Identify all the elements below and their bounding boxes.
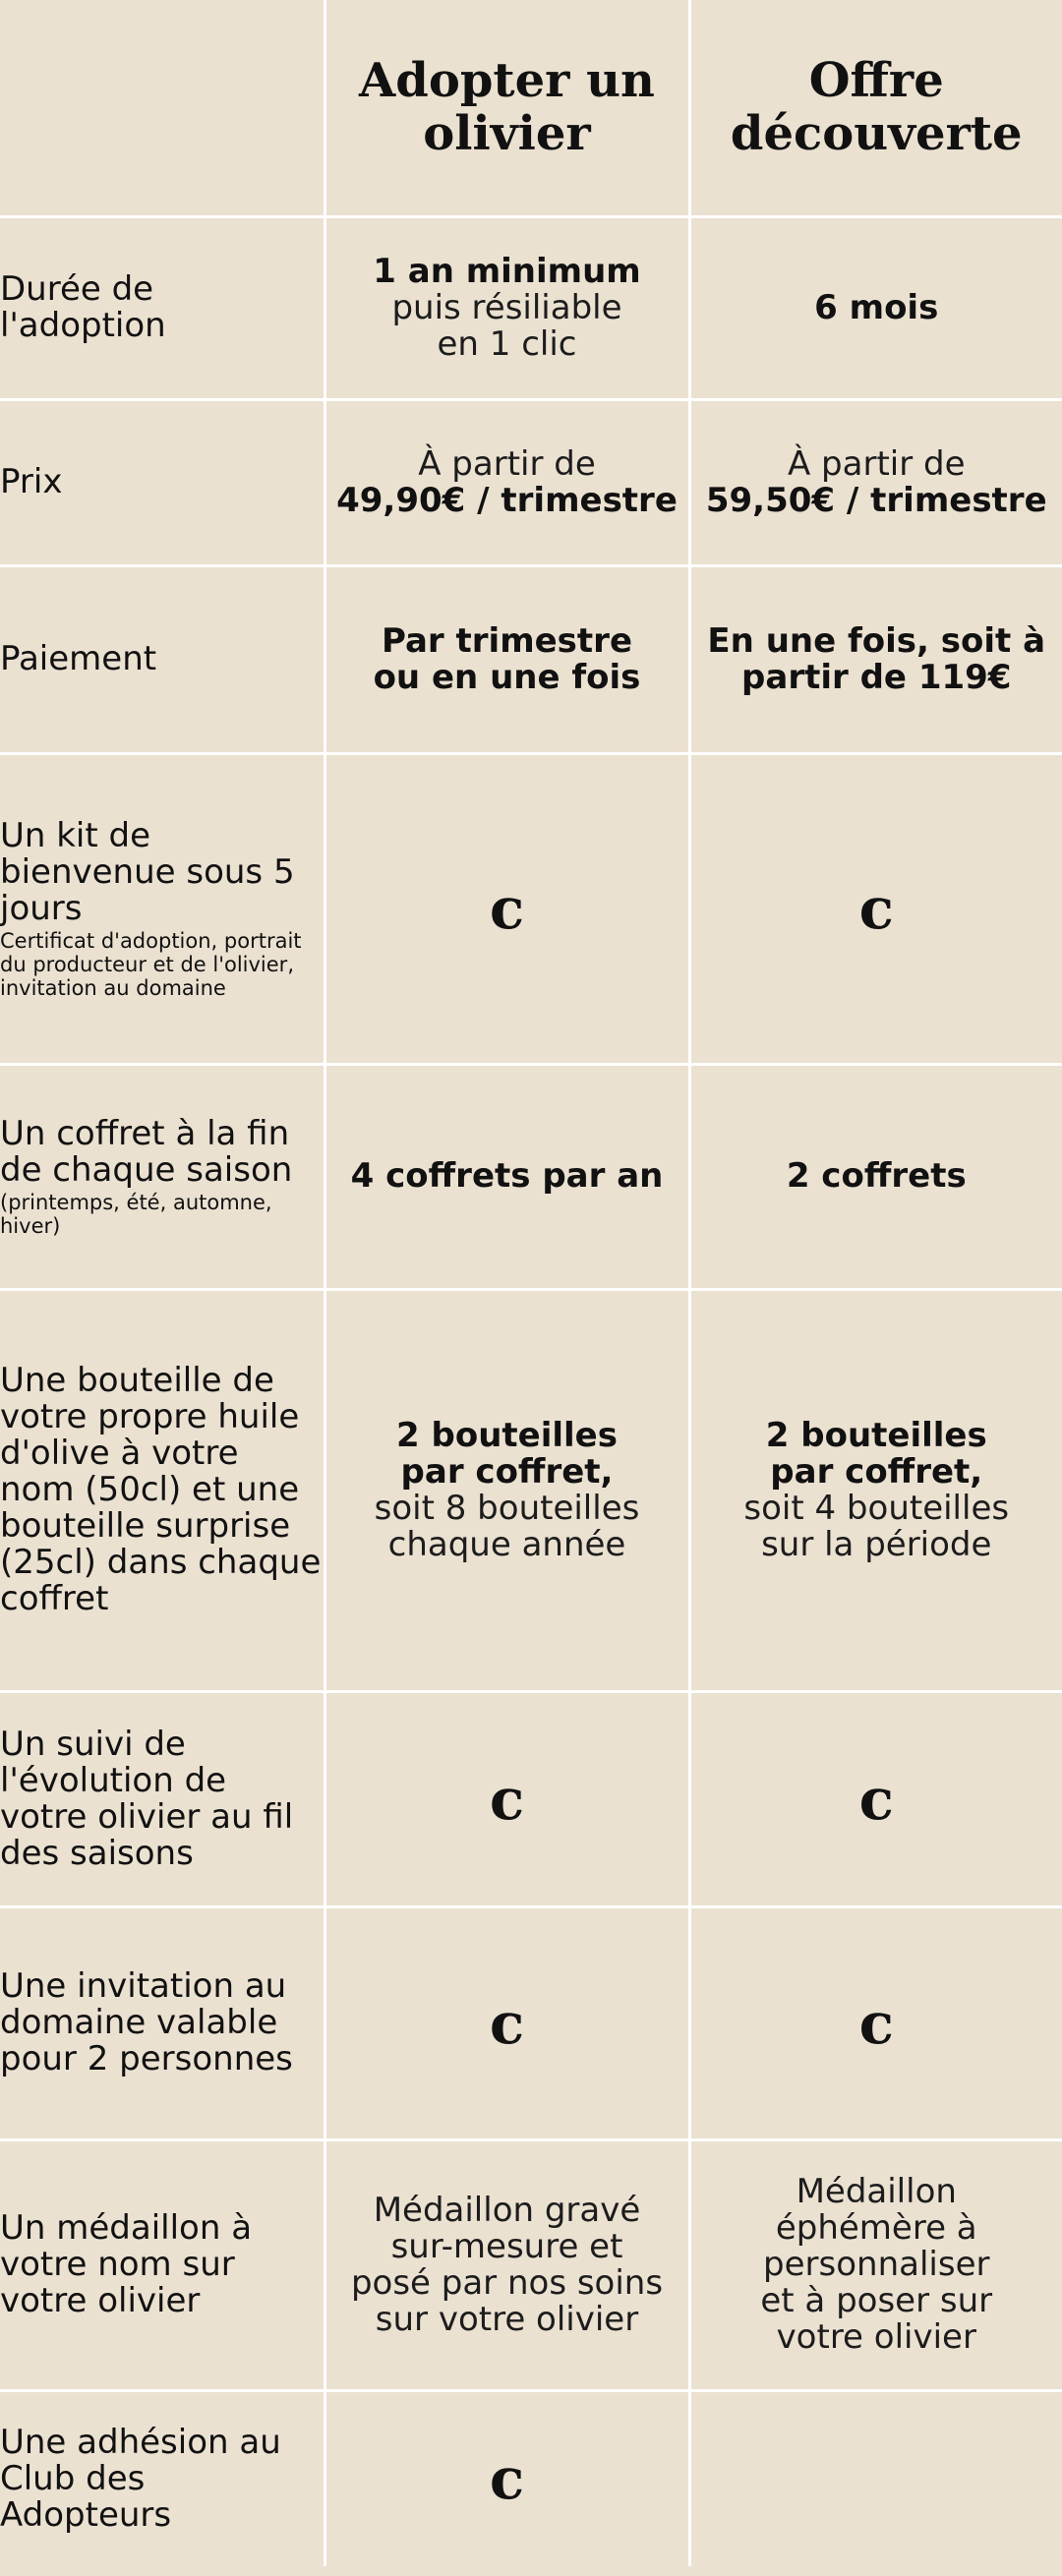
header-adopter-un-olivier: Adopter un olivier <box>324 0 689 216</box>
cell-adopter <box>324 565 689 753</box>
row-label <box>0 753 324 1064</box>
row-prix <box>0 399 1062 565</box>
cell-line: votre olivier <box>776 2317 976 2357</box>
cell-decouverte <box>689 565 1062 753</box>
cell-decouverte <box>689 2139 1062 2390</box>
cell-line: puis résiliable <box>391 287 622 327</box>
check-icon: c <box>858 1765 894 1833</box>
cell-line: 2 bouteilles <box>765 1415 987 1455</box>
cell-decouverte <box>689 1289 1062 1691</box>
row-label-part: Une bouteille de votre propre huile d'olive à votre nom <box>0 1361 300 1509</box>
cell-adopter <box>324 753 689 1064</box>
header-row <box>0 0 1062 216</box>
cell-adopter <box>324 1691 689 1906</box>
cell-decouverte <box>689 1906 1062 2139</box>
check-icon: c <box>489 875 525 942</box>
row-paiement <box>0 565 1062 753</box>
cell-line: et à poser sur <box>760 2281 993 2320</box>
cell-line: partir de 119€ <box>741 657 1012 697</box>
cell-adopter <box>324 1906 689 2139</box>
row-duree <box>0 216 1062 399</box>
cell-line: par coffret, <box>770 1451 983 1492</box>
row-invitation <box>0 1906 1062 2139</box>
row-label: Une invitation au domaine valable pour 2 personnes <box>0 1906 324 2139</box>
cell-line: chaque année <box>387 1524 626 1564</box>
row-bouteille <box>0 1289 1062 1691</box>
row-label: Un suivi de l'évolution de votre olivier au fil des saisons <box>0 1691 324 1906</box>
cell-line: sur votre olivier <box>375 2299 639 2339</box>
row-label: Une adhésion au Club des Adopteurs <box>0 2390 324 2566</box>
cell-line: 1 an minimum <box>373 251 641 291</box>
check-icon: c <box>489 1765 525 1833</box>
header-offre-decouverte: Offre découverte <box>689 0 1062 216</box>
cell-line: posé par nos soins <box>350 2262 664 2303</box>
cell-line: personnaliser <box>763 2245 990 2284</box>
cell-line: 2 bouteilles <box>396 1415 618 1455</box>
row-club <box>0 2390 1062 2566</box>
cell-adopter <box>324 1289 689 1691</box>
row-label-part: et une bouteille surprise <box>0 1470 300 1546</box>
cell-line: en 1 clic <box>437 323 577 364</box>
cell-line: sur-mesure et <box>390 2226 623 2266</box>
row-coffret <box>0 1064 1062 1289</box>
row-suivi <box>0 1691 1062 1906</box>
cell-line: sur la période <box>761 1524 992 1564</box>
cell-adopter <box>324 1064 689 1289</box>
row-label-sub: (printemps, été, automne, hiver) <box>0 1190 272 1238</box>
cell-line: Médaillon gravé <box>373 2190 641 2230</box>
row-label <box>0 1064 324 1289</box>
check-icon: c <box>858 875 894 942</box>
row-label <box>0 1289 324 1691</box>
cell-line: À partir de <box>787 443 966 484</box>
row-label-main: Un coffret à la fin de chaque saison <box>0 1113 293 1190</box>
row-label-part: dans chaque coffret <box>0 1543 322 1618</box>
row-label: Un médaillon à votre nom sur votre olivier <box>0 2139 324 2390</box>
cell-line: soit 8 bouteilles <box>374 1488 640 1528</box>
row-label-part: (25cl) <box>0 1543 96 1582</box>
check-icon: c <box>489 2445 525 2513</box>
cell-decouverte <box>689 399 1062 565</box>
cell-line: En une fois, soit à <box>707 620 1046 661</box>
cell-decouverte <box>689 216 1062 399</box>
cell-adopter <box>324 2139 689 2390</box>
cell-line: 2 coffrets <box>786 1156 967 1196</box>
cell-line: Médaillon <box>796 2172 957 2211</box>
row-kit-bienvenue <box>0 753 1062 1064</box>
cell-line: 59,50€ / trimestre <box>705 480 1047 520</box>
cell-line: À partir de <box>418 443 596 484</box>
row-label: Durée de l'adoption <box>0 216 324 399</box>
check-icon: c <box>858 1989 894 2057</box>
cell-adopter <box>324 2390 689 2566</box>
row-label-sub: Certificat d'adoption, portrait du producteur et de l'olivier, invitation au domaine <box>0 928 302 1000</box>
cell-line: 4 coffrets par an <box>350 1156 664 1196</box>
cell-line: par coffret, <box>400 1451 614 1492</box>
cell-line: Par trimestre <box>381 620 633 661</box>
cell-decouverte <box>689 1064 1062 1289</box>
row-label: Paiement <box>0 565 324 753</box>
cell-decouverte-empty <box>689 2390 1062 2566</box>
check-icon: c <box>489 1989 525 2057</box>
cell-decouverte <box>689 1691 1062 1906</box>
row-medaillon <box>0 2139 1062 2390</box>
cell-adopter <box>324 216 689 399</box>
cell-line: ou en une fois <box>373 657 641 697</box>
cell-decouverte <box>689 753 1062 1064</box>
cell-line: éphémère à <box>775 2208 977 2248</box>
header-empty-cell <box>0 0 324 216</box>
row-label-part: (50cl) <box>85 1470 182 1509</box>
cell-line: 49,90€ / trimestre <box>336 480 678 520</box>
row-label: Prix <box>0 399 324 565</box>
cell-line: 6 mois <box>814 287 939 327</box>
cell-line: soit 4 bouteilles <box>743 1488 1010 1528</box>
row-label-main: Un kit de bienvenue sous 5 jours <box>0 815 295 928</box>
cell-adopter <box>324 399 689 565</box>
